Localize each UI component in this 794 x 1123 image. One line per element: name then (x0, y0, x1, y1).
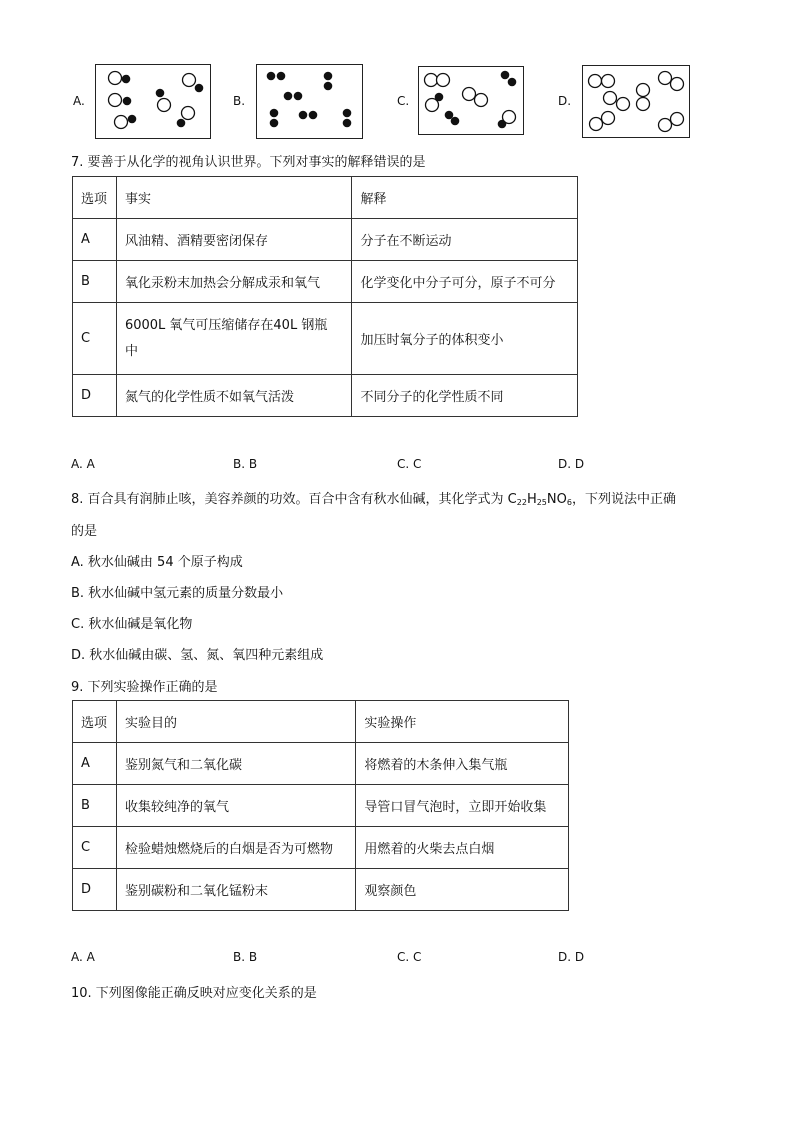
explain-cell: 加压时氧分子的体积变小 (352, 303, 578, 375)
header-cell: 选项 (73, 177, 117, 219)
particle-diagram-b (257, 65, 361, 137)
fact-text: 风油精、酒精要密闭保存 (124, 234, 268, 249)
q8-stem-text: 8. 百合具有润肺止咳，美容养颜的功效。百合中含有秋水仙碱，其化学式为 C (71, 492, 517, 507)
operation-cell: 导管口冒气泡时，立即开始收集 (356, 785, 569, 827)
q6-option-d-label: D. (558, 94, 572, 108)
table-header-row (73, 177, 578, 219)
answer-option-a[interactable]: A. A (71, 950, 95, 964)
option-cell: B (73, 261, 117, 303)
operation-cell: 将燃着的木条伸入集气瓶 (356, 743, 569, 785)
subscript-o: 6 (566, 498, 572, 507)
header-cell: 选项 (73, 701, 117, 743)
option-cell: C (73, 303, 117, 375)
q8-option-c[interactable]: C. 秋水仙碱是氧化物 (71, 617, 193, 632)
answer-option-a[interactable]: A. A (71, 457, 95, 471)
q6-option-a-diagram[interactable] (95, 64, 211, 139)
answer-option-c[interactable]: C. C (397, 457, 422, 471)
option-cell: B (73, 785, 117, 827)
fact-cell (116, 375, 352, 417)
explain-cell: 分子在不断运动 (352, 219, 578, 261)
particle-diagram-a (96, 65, 209, 137)
table-row (73, 869, 569, 911)
option-cell: C (73, 827, 117, 869)
option-cell: A (73, 743, 117, 785)
header-cell: 解释 (352, 177, 578, 219)
goal-cell: 鉴别碳粉和二氧化锰粉末 (116, 869, 355, 911)
fact-text: 6000L 氧气可压缩储存在40L 钢瓶 (124, 317, 328, 333)
explain-cell: 不同分子的化学性质不同 (352, 375, 578, 417)
table-row (73, 303, 578, 375)
particle-diagram-d (583, 66, 688, 136)
answer-option-c[interactable]: C. C (397, 950, 422, 964)
table-row (73, 743, 569, 785)
explain-cell: 化学变化中分子可分，原子不可分 (352, 261, 578, 303)
header-cell: 实验目的 (116, 701, 355, 743)
q8-stem (71, 488, 676, 507)
option-cell: A (73, 219, 117, 261)
q8-stem-continued: 的是 (71, 524, 98, 539)
q6-option-c-diagram[interactable] (418, 66, 524, 135)
table-row (73, 785, 569, 827)
header-cell: 事实 (116, 177, 352, 219)
fact-cell (116, 303, 352, 375)
q10-stem: 10. 下列图像能正确反映对应变化关系的是 (71, 986, 317, 1001)
q9-stem: 9. 下列实验操作正确的是 (71, 680, 218, 695)
option-cell: D (73, 869, 117, 911)
answer-option-d[interactable]: D. D (558, 950, 585, 964)
formula-no: NO (546, 492, 567, 507)
operation-cell: 观察颜色 (356, 869, 569, 911)
particle-diagram-c (419, 67, 522, 133)
q6-option-b-diagram[interactable] (256, 64, 363, 139)
formula-h: H (526, 492, 537, 507)
fact-text-continued: 中 (124, 343, 138, 359)
q9-table (72, 700, 569, 911)
table-row (73, 261, 578, 303)
fact-cell (116, 219, 352, 261)
table-row (73, 219, 578, 261)
table-header-row (73, 701, 569, 743)
q8-option-b[interactable]: B. 秋水仙碱中氢元素的质量分数最小 (71, 586, 284, 601)
fact-text: 氧化汞粉末加热会分解成汞和氧气 (124, 276, 320, 291)
table-row (73, 375, 578, 417)
q8-stem-tail: ，下列说法中正确 (571, 492, 676, 507)
q8-option-d[interactable]: D. 秋水仙碱由碳、氢、氮、氧四种元素组成 (71, 648, 324, 663)
answer-option-b[interactable]: B. B (233, 457, 258, 471)
q6-option-b-label: B. (233, 94, 246, 108)
q8-option-a[interactable]: A. 秋水仙碱由 54 个原子构成 (71, 555, 243, 570)
answer-option-b[interactable]: B. B (233, 950, 258, 964)
table-row (73, 827, 569, 869)
goal-cell: 检验蜡烛燃烧后的白烟是否为可燃物 (116, 827, 355, 869)
option-cell: D (73, 375, 117, 417)
q6-option-a-label: A. (73, 94, 85, 108)
fact-text: 氮气的化学性质不如氧气活泼 (124, 390, 294, 405)
header-cell: 实验操作 (356, 701, 569, 743)
q7-table (72, 176, 578, 417)
q7-stem: 7. 要善于从化学的视角认识世界。下列对事实的解释错误的是 (71, 155, 426, 170)
subscript-h: 25 (536, 498, 547, 507)
goal-cell: 鉴别氮气和二氧化碳 (116, 743, 355, 785)
goal-cell: 收集较纯净的氧气 (116, 785, 355, 827)
operation-cell: 用燃着的火柴去点白烟 (356, 827, 569, 869)
subscript-c: 22 (516, 498, 527, 507)
fact-cell (116, 261, 352, 303)
answer-option-d[interactable]: D. D (558, 457, 585, 471)
q6-option-d-diagram[interactable] (582, 65, 690, 138)
q6-option-c-label: C. (397, 94, 410, 108)
